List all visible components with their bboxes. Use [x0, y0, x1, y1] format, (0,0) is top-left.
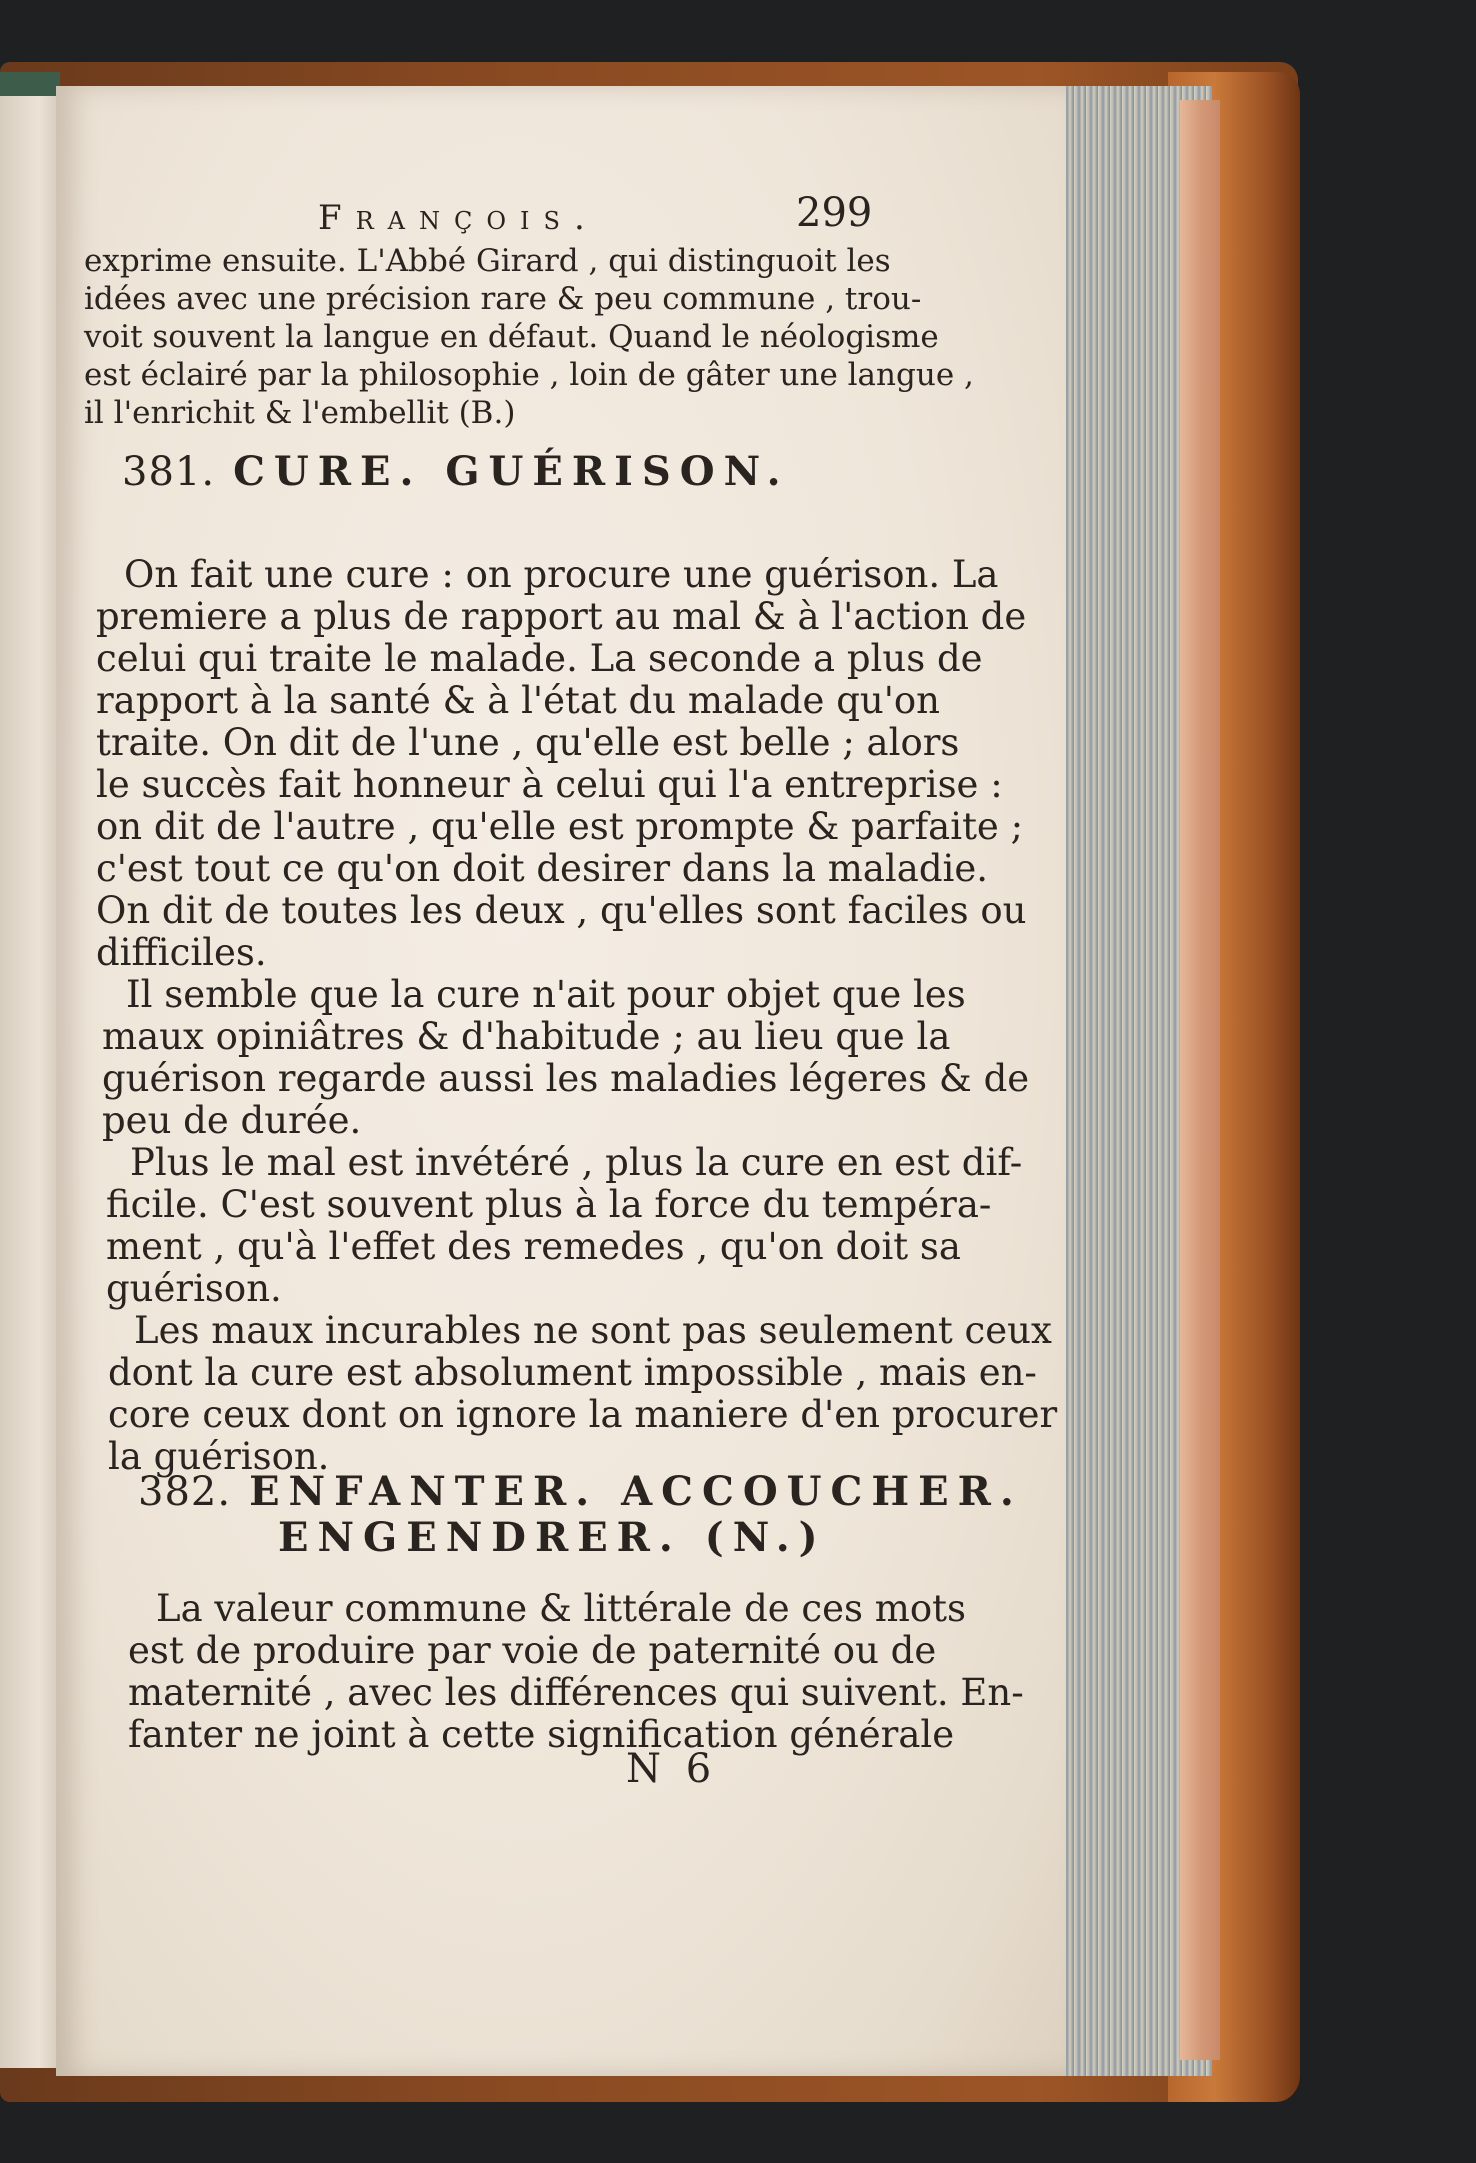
section-title: ENFANTER. ACCOUCHER. [249, 1468, 1023, 1515]
text-line: On fait une cure : on procure une guérison. La [124, 553, 999, 596]
text-line: Plus le mal est invétéré , plus la cure en est dif- [130, 1141, 1023, 1184]
text-line: est de produire par voie de paternité ou de [128, 1629, 937, 1672]
section-number: 381. [122, 449, 216, 495]
text-line: guérison. [106, 1267, 282, 1310]
text-line: Les maux incurables ne sont pas seulement ceux [134, 1309, 1052, 1352]
section-heading-381 [122, 448, 790, 495]
text-line: idées avec une précision rare & peu commune , trou- [84, 281, 922, 317]
text-line: core ceux dont on ignore la maniere d'en procurer [108, 1393, 1058, 1436]
section-number: 382. [138, 1469, 232, 1515]
section-heading-382-cont [278, 1514, 827, 1561]
text-line: c'est tout ce qu'on doit desirer dans la maladie. [96, 847, 988, 890]
text-line: premiere a plus de rapport au mal & à l'action de [96, 595, 1027, 638]
text-line: rapport à la santé & à l'état du malade qu'on [96, 679, 941, 722]
text-line: ficile. C'est souvent plus à la force du tempéra- [106, 1183, 992, 1226]
text-line: dont la cure est absolument impossible , mais en- [108, 1351, 1037, 1394]
text-line: traite. On dit de l'une , qu'elle est belle ; alors [96, 721, 960, 764]
text-line: ment , qu'à l'effet des remedes , qu'on doit sa [106, 1225, 961, 1268]
page-number: 299 [796, 190, 873, 236]
text-line: peu de durée. [102, 1099, 362, 1142]
text-line: La valeur commune & littérale de ces mots [156, 1587, 967, 1630]
section-title-cont: ENGENDRER. (N.) [278, 1514, 827, 1561]
text-line: guérison regarde aussi les maladies légeres & de [102, 1057, 1030, 1100]
book-page [56, 86, 1066, 2076]
signature-mark: N 6 [626, 1746, 718, 1792]
text-line: maternité , avec les différences qui suivent. En- [128, 1671, 1024, 1714]
running-title: François. [318, 198, 599, 238]
text-line: difficiles. [96, 931, 267, 974]
text-line: on dit de l'autre , qu'elle est prompte & parfaite ; [96, 805, 1024, 848]
text-line: celui qui traite le malade. La seconde a plus de [96, 637, 983, 680]
text-line: maux opiniâtres & d'habitude ; au lieu que la [102, 1015, 951, 1058]
text-line: le succès fait honneur à celui qui l'a entreprise : [96, 763, 1003, 806]
section-heading-382 [138, 1468, 1023, 1515]
text-line: est éclairé par la philosophie , loin de gâter une langue , [84, 357, 974, 393]
text-line: Il semble que la cure n'ait pour objet que les [126, 973, 966, 1016]
text-line: il l'enrichit & l'embellit (B.) [84, 395, 516, 431]
section-title: CURE. GUÉRISON. [233, 448, 790, 495]
page-edges-tinted [1180, 100, 1220, 2060]
text-line: On dit de toutes les deux , qu'elles sont faciles ou [96, 889, 1027, 932]
text-line: voit souvent la langue en défaut. Quand le néologisme [84, 319, 939, 355]
text-line: la guérison. [108, 1435, 330, 1478]
text-line: fanter ne joint à cette signification générale [128, 1713, 955, 1756]
text-line: exprime ensuite. L'Abbé Girard , qui distinguoit les [84, 243, 891, 279]
